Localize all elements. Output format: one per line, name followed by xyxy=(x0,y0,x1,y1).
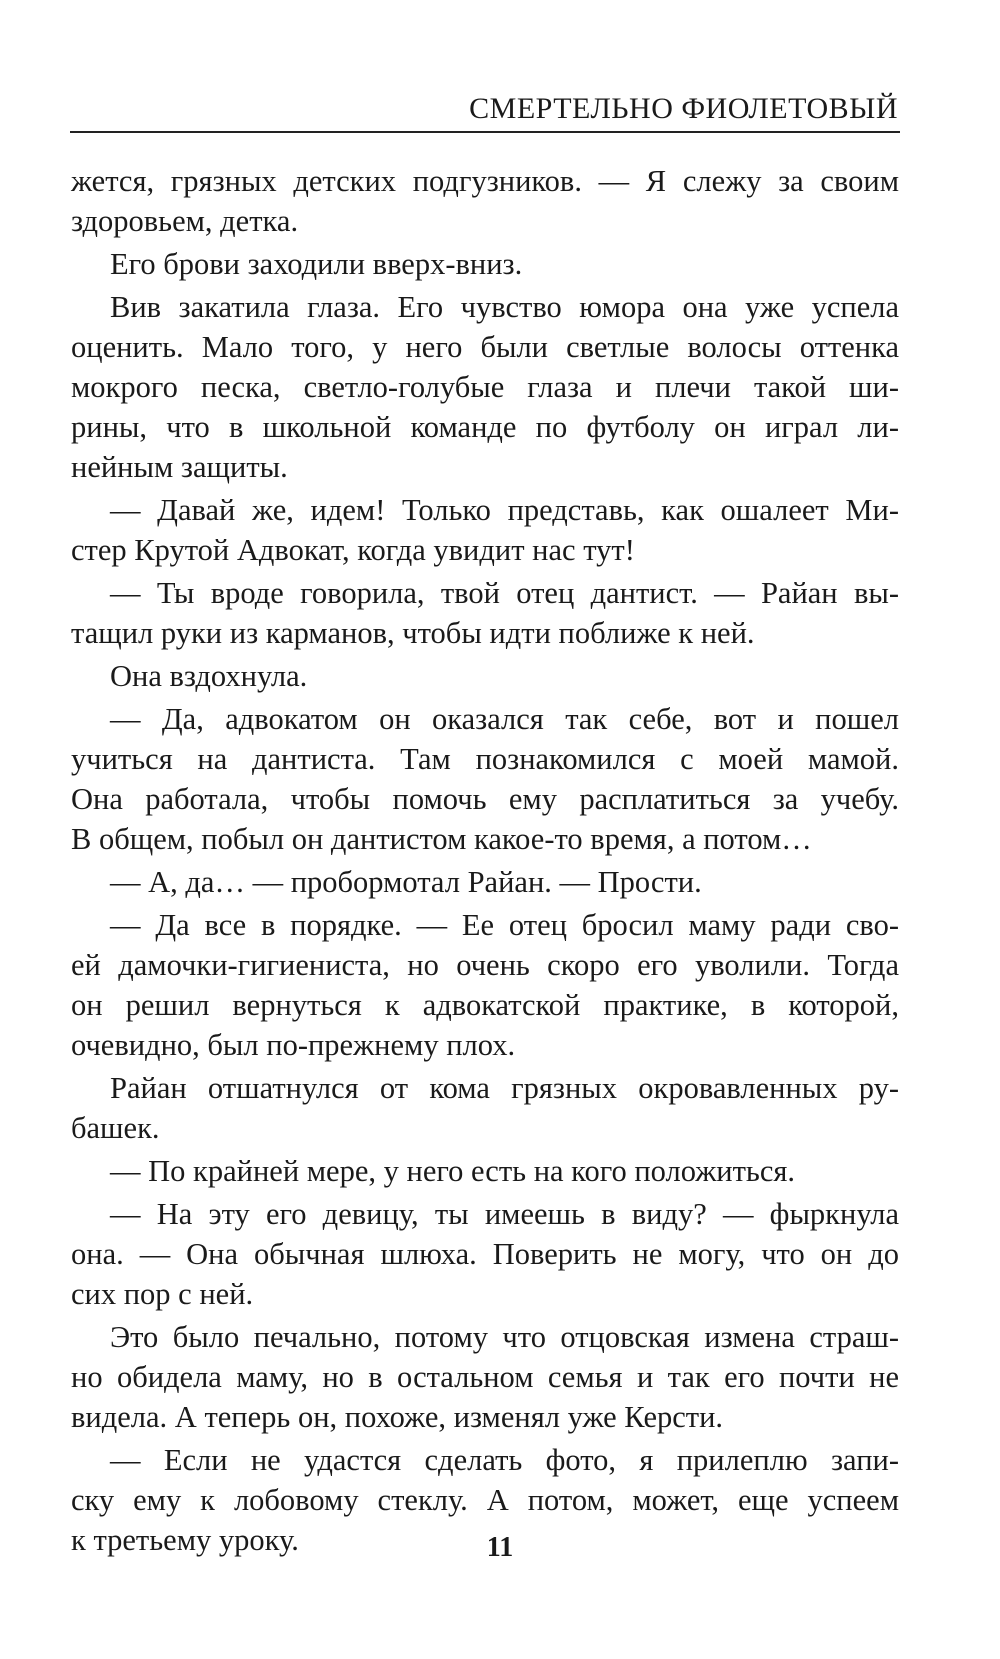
running-head-title: СМЕРТЕЛЬНО ФИОЛЕТОВЫЙ xyxy=(469,92,898,125)
text-line: — Давай же, идем! Только представь, как ошалеет Ми- xyxy=(110,493,899,527)
text-line: — На эту его девицу, ты имеешь в виду? — фыркнула xyxy=(110,1197,899,1231)
text-line: — А, да… — пробормотал Райан. — Прости. xyxy=(110,865,702,899)
text-line: ей дамочки-гигиениста, но очень скоро его уволили. Тогда xyxy=(71,948,899,982)
text-line: Райан отшатнулся от кома грязных окровавленных ру- xyxy=(110,1071,899,1105)
text-line: учиться на дантиста. Там познакомился с моей мамой. xyxy=(71,742,899,776)
text-line: рины, что в школьной команде по футболу он играл ли- xyxy=(71,410,899,444)
text-line: — Ты вроде говорила, твой отец дантист. — Райан вы- xyxy=(110,576,899,610)
text-line: нейным защиты. xyxy=(71,450,288,484)
body-text xyxy=(71,161,899,1560)
text-line: — Да, адвокатом он оказался так себе, вот и пошел xyxy=(110,702,899,736)
text-line: здоровьем, детка. xyxy=(71,204,299,238)
text-line: Она вздохнула. xyxy=(110,659,308,693)
text-line: стер Крутой Адвокат, когда увидит нас тут! xyxy=(71,533,635,567)
text-line: но обидела маму, но в остальном семья и так его почти не xyxy=(71,1360,899,1394)
text-line: — Если не удастся сделать фото, я прилеплю запи- xyxy=(110,1443,899,1477)
text-line: очевидно, был по-прежнему плох. xyxy=(71,1028,516,1062)
text-line: тащил руки из карманов, чтобы идти поближе к ней. xyxy=(71,616,755,650)
text-line: башек. xyxy=(71,1111,160,1145)
text-line: Она работала, чтобы помочь ему расплатиться за учебу. xyxy=(71,782,899,816)
text-line: В общем, побыл он дантистом какое-то время, а потом… xyxy=(71,822,812,856)
text-line: мокрого песка, светло-голубые глаза и плечи такой ши- xyxy=(71,370,899,404)
header-rule xyxy=(70,131,900,133)
text-line: Вив закатила глаза. Его чувство юмора она уже успела xyxy=(110,290,899,324)
text-line: ску ему к лобовому стеклу. А потом, может, еще успеем xyxy=(71,1483,899,1517)
text-line: она. — Она обычная шлюха. Поверить не могу, что он до xyxy=(71,1237,899,1271)
text-line: Его брови заходили вверх-вниз. xyxy=(110,247,523,281)
text-line: видела. А теперь он, похоже, изменял уже Керсти. xyxy=(71,1400,724,1434)
text-line: Это было печально, потому что отцовская измена страш- xyxy=(110,1320,899,1354)
text-line: к третьему уроку. xyxy=(71,1523,299,1557)
text-line: — По крайней мере, у него есть на кого положиться. xyxy=(110,1154,796,1188)
text-line: жется, грязных детских подгузников. — Я слежу за своим xyxy=(71,164,899,198)
page-number: 11 xyxy=(486,1532,514,1563)
text-line: — Да все в порядке. — Ее отец бросил маму ради сво- xyxy=(110,908,899,942)
text-line: он решил вернуться к адвокатской практике, в которой, xyxy=(71,988,899,1022)
text-line: оценить. Мало того, у него были светлые волосы оттенка xyxy=(71,330,899,364)
text-line: сих пор с ней. xyxy=(71,1277,254,1311)
